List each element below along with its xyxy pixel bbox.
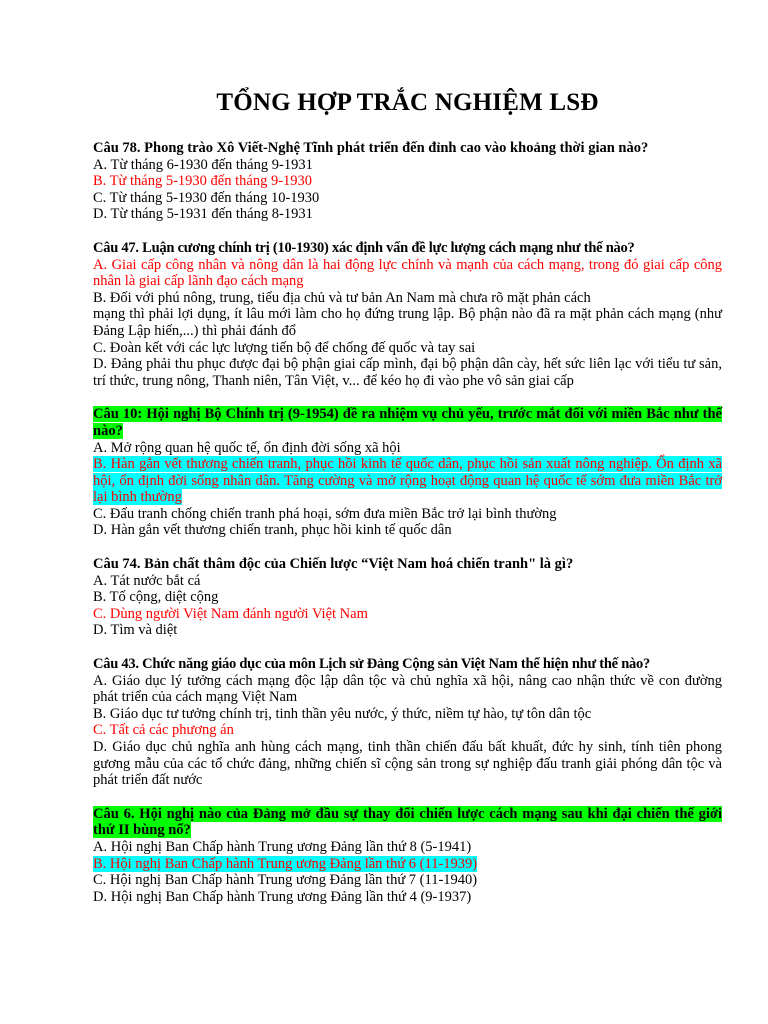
answer-highlight: B. Hàn gắn vết thương chiến tranh, phục hồi kinh tế quốc dân, phục hồi sản xuất nông nghiệp. Ổn định xã hội, ổn định đời sống nhân dân. Tăng cường và mở rộng hoạt động quan hệ quốc tế sớm đưa miền Bắc trở lại bình thường xyxy=(93,456,722,506)
option-d: D. Giáo dục chủ nghĩa anh hùng cách mạng, tinh thần chiến đấu bất khuất, đức hy sinh, tính tiên phong gương mẫu của các tổ chức đảng, những chiến sĩ cộng sản trong sự nghiệp đấu tranh giải phóng dân tộc và phát triển đất nước xyxy=(93,739,722,789)
option-d: D. Hàn gắn vết thương chiến tranh, phục hồi kinh tế quốc dân xyxy=(93,522,452,539)
question-6 xyxy=(93,806,722,906)
question-text: Câu 43. Chức năng giáo dục của môn Lịch sử Đảng Cộng sản Việt Nam thể hiện như thế nào? xyxy=(93,656,651,673)
option-a: A. Từ tháng 6-1930 đến tháng 9-1931 xyxy=(93,156,313,173)
question-78 xyxy=(93,140,722,223)
question-text: Câu 47. Luận cương chính trị (10-1930) xác định vấn đề lực lượng cách mạng như thế nào? xyxy=(93,239,635,256)
option-d: D. Hội nghị Ban Chấp hành Trung ương Đảng lần thứ 4 (9-1937) xyxy=(93,888,472,905)
option-a: A. Giáo dục lý tưởng cách mạng độc lập dân tộc và chủ nghĩa xã hội, nâng cao nhận thức về con đường phát triển của cách mạng Việt Nam xyxy=(93,672,722,706)
option-a: A. Tát nước bắt cá xyxy=(93,572,201,589)
option-d: D. Từ tháng 5-1931 đến tháng 8-1931 xyxy=(93,206,313,223)
question-47 xyxy=(93,240,722,389)
question-text: Câu 74. Bản chất thâm độc của Chiến lược “Việt Nam hoá chiến tranh" là gì? xyxy=(93,556,574,573)
option-c: C. Hội nghị Ban Chấp hành Trung ương Đảng lần thứ 7 (11-1940) xyxy=(93,872,478,889)
option-b-continued: mạng thì phải lợi dụng, ít lâu mới làm cho họ đứng trung lập. Bộ phận nào đã ra mặt phản cách mạng (như Đảng Lập hiến,...) thì phải đánh đổ xyxy=(93,306,722,339)
option-d: D. Đảng phải thu phục được đại bộ phận giai cấp mình, đại bộ phận dân cày, hết sức liên lạc với tiểu tư sản, trí thức, trung nông, Thanh niên, Tân Việt, v... để kéo họ đi vào phe vô sản giai cấp xyxy=(93,356,722,389)
option-b-answer: B. Từ tháng 5-1930 đến tháng 9-1930 xyxy=(93,173,313,190)
question-highlight: Câu 6. Hội nghị nào của Đảng mở đầu sự thay đổi chiến lược cách mạng sau khi đại chiến thế giới thứ II bùng nổ? xyxy=(93,805,722,839)
question-43 xyxy=(93,656,722,789)
answer-highlight: B. Hội nghị Ban Chấp hành Trung ương Đảng lần thứ 6 (11-1939) xyxy=(93,855,478,872)
option-c: C. Từ tháng 5-1930 đến tháng 10-1930 xyxy=(93,189,320,206)
question-text xyxy=(93,406,722,439)
option-b: B. Tố cộng, diệt cộng xyxy=(93,589,219,606)
question-10 xyxy=(93,406,722,539)
option-c-answer: C. Dùng người Việt Nam đánh người Việt Nam xyxy=(93,605,368,622)
option-d: D. Tìm và diệt xyxy=(93,622,178,639)
option-b: B. Đối với phú nông, trung, tiểu địa chủ và tư bản An Nam mà chưa rõ mặt phản cách xyxy=(93,289,591,306)
question-74 xyxy=(93,556,722,639)
option-a: A. Hội nghị Ban Chấp hành Trung ương Đảng lần thứ 8 (5-1941) xyxy=(93,838,472,855)
option-b-answer xyxy=(93,456,722,506)
question-text xyxy=(93,806,722,839)
option-b-answer xyxy=(93,856,722,873)
option-a-answer: A. Giai cấp công nhân và nông dân là hai động lực chính và mạnh của cách mạng, trong đó giai cấp công nhân là giai cấp lãnh đạo cách mạng xyxy=(93,256,722,290)
question-highlight: Câu 10: Hội nghị Bộ Chính trị (9-1954) đề ra nhiệm vụ chủ yếu, trước mắt đối với miền Bắc như thế nào? xyxy=(93,406,722,439)
option-b: B. Giáo dục tư tưởng chính trị, tinh thần yêu nước, ý thức, niềm tự hào, tự tôn dân tộc xyxy=(93,705,592,722)
option-c-answer: C. Tất cả các phương án xyxy=(93,722,234,739)
option-c: C. Đấu tranh chống chiến tranh phá hoại, sớm đưa miền Bắc trở lại bình thường xyxy=(93,505,557,522)
question-text: Câu 78. Phong trào Xô Viết-Nghệ Tĩnh phát triển đến đỉnh cao vào khoảng thời gian nào? xyxy=(93,140,649,156)
document-title: TỔNG HỢP TRẮC NGHIỆM LSĐ xyxy=(216,89,599,116)
option-a: A. Mở rộng quan hệ quốc tế, ổn định đời sống xã hội xyxy=(93,439,401,456)
option-c: C. Đoàn kết với các lực lượng tiến bộ để chống đế quốc và tay sai xyxy=(93,339,476,356)
